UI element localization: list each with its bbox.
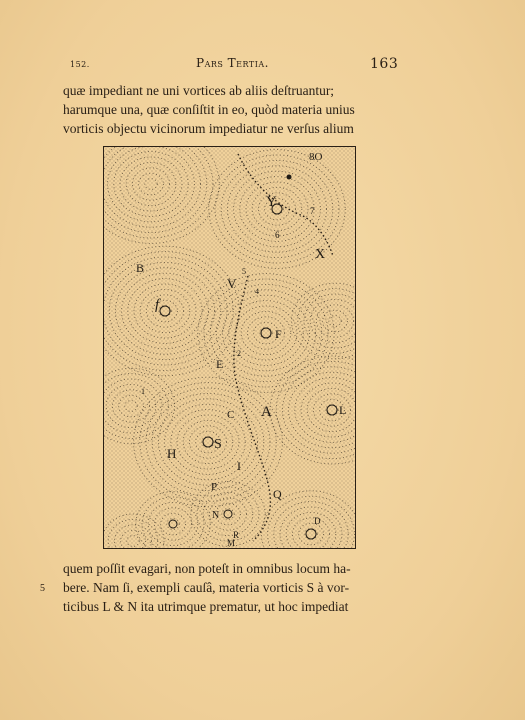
label-m: M	[227, 538, 236, 548]
label-n: N	[212, 510, 220, 521]
running-head: Pars Tertia.	[196, 56, 269, 70]
label-e: E	[216, 357, 224, 371]
label-a: A	[261, 404, 272, 420]
text-line-1: quæ impediant ne uni vortices ab aliis deſtruantur;	[63, 83, 335, 98]
figure-dot-field	[103, 146, 356, 549]
label-4: 4	[255, 287, 259, 296]
page-number: 163	[370, 56, 399, 72]
label-f: f	[155, 297, 160, 313]
label-f2: F	[275, 327, 282, 341]
label-b: B	[136, 261, 145, 275]
text-line-6: ticibus L & N ita utrimque prematur, ut hoc impediat	[63, 599, 349, 614]
label-x: X	[315, 247, 326, 262]
label-i: I	[237, 459, 241, 473]
text-line-3: vorticis objectu vicinorum impediatur ne verſus alium	[63, 121, 354, 136]
label-h: H	[167, 446, 177, 461]
label-l: L	[339, 403, 347, 417]
label-1: 1	[141, 387, 145, 396]
vortex-diagram	[103, 146, 356, 549]
margin-line-number: 5	[40, 583, 45, 594]
label-7: 7	[310, 206, 315, 216]
label-d: D	[314, 516, 321, 526]
label-v: V	[227, 276, 237, 291]
text-line-2: harumque una, quæ conſiſtit in eo, quòd materia unius	[63, 102, 355, 117]
label-p: P	[211, 481, 218, 493]
text-line-5: bere. Nam ſi, exempli cauſâ, materia vorticis S à vor-	[63, 580, 350, 595]
label-r: R	[233, 530, 240, 540]
text-line-4: quem poſſit evagari, non poteſt in omnibus locum ha-	[63, 561, 351, 576]
label-y: Y	[266, 194, 277, 210]
header-left-number: 152.	[70, 60, 90, 69]
vortex-figure	[103, 146, 356, 549]
label-q: Q	[273, 487, 282, 501]
label-c: C	[227, 409, 235, 421]
label-s: S	[214, 437, 222, 452]
label-2: 2	[237, 349, 241, 358]
comet-dot	[287, 175, 292, 180]
label-5: 5	[242, 267, 246, 276]
label-8o: 8O	[309, 151, 323, 163]
label-6: 6	[275, 230, 280, 240]
